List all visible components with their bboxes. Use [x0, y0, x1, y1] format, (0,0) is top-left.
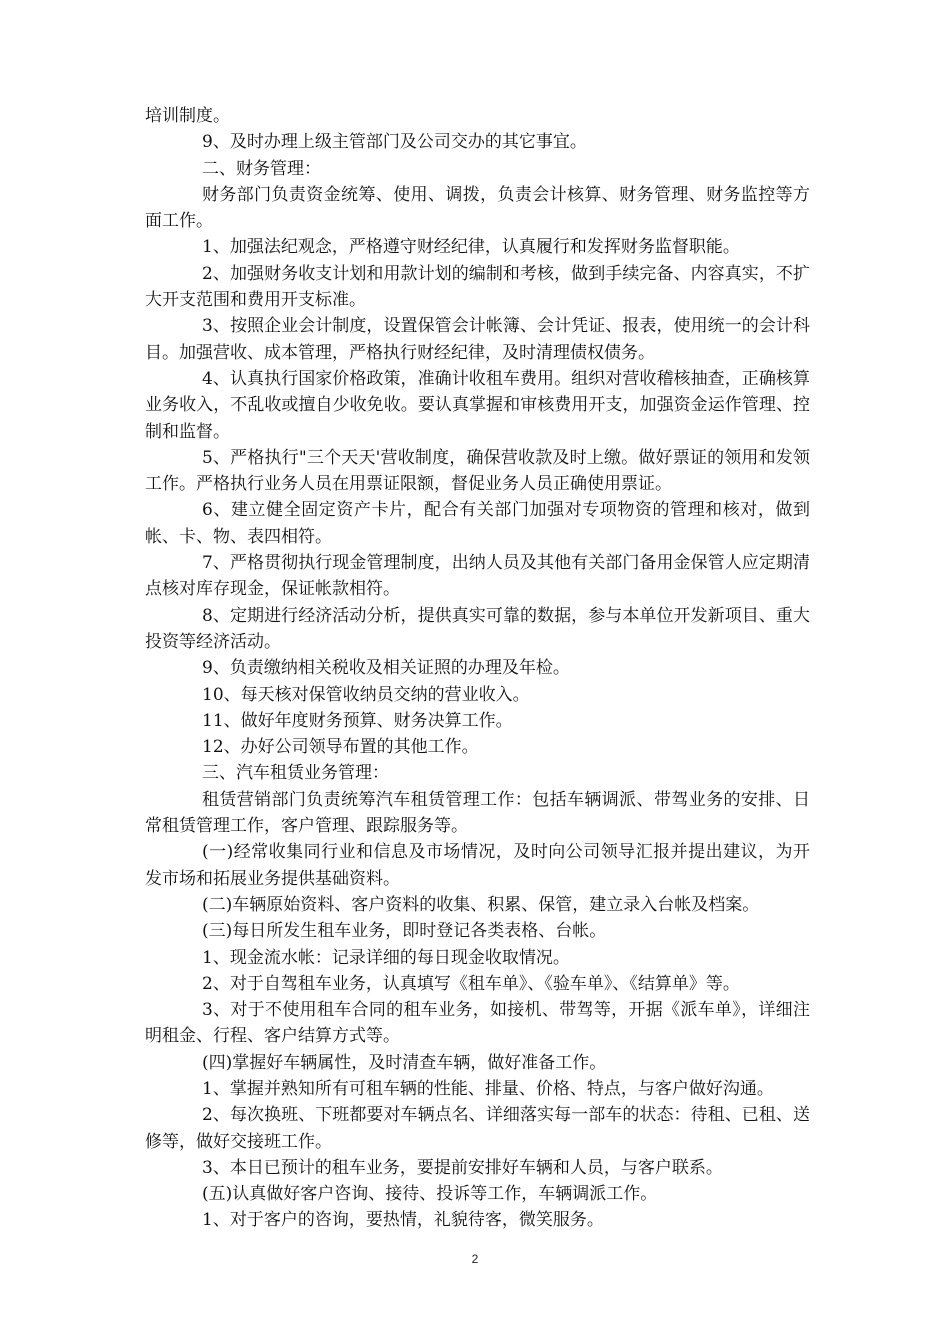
paragraph: 10、每天核对保管收纳员交纳的营业收入。: [202, 684, 530, 705]
paragraph: 三、汽车租赁业务管理：: [202, 763, 389, 784]
paragraph: 7、严格贯彻执行现金管理制度，出纳人员及其他有关部门备用金保管人应定期清点核对库存现金，保证帐款相符。: [145, 553, 810, 600]
paragraph: 1、加强法纪观念，严格遵守财经纪律，认真履行和发挥财务监督职能。: [202, 237, 740, 258]
paragraph: 9、及时办理上级主管部门及公司交办的其它事宜。: [202, 132, 587, 153]
paragraph: 2、对于自驾租车业务，认真填写《租车单》、《验车单》、《结算单》等。: [202, 973, 740, 994]
paragraph: 1、掌握并熟知所有可租车辆的性能、排量、价格、特点，与客户做好沟通。: [202, 1078, 774, 1099]
paragraph: 2、每次换班、下班都要对车辆点名、详细落实每一部车的状态：待租、已租、送修等，做好交接班工作。: [145, 1105, 810, 1152]
paragraph: 1、对于客户的咨询，要热情，礼貌待客，微笑服务。: [202, 1210, 604, 1231]
page-number: 2: [471, 1252, 479, 1266]
paragraph: (五)认真做好客户咨询、接待、投诉等工作，车辆调派工作。: [202, 1184, 658, 1205]
paragraph: 5、严格执行"三个天天'营收制度，确保营收款及时上缴。做好票证的领用和发领工作。严格执行业务人员在用票证限额，督促业务人员正确使用票证。: [145, 447, 810, 495]
paragraph: 12、办好公司领导布置的其他工作。: [202, 737, 479, 758]
paragraph: 3、按照企业会计制度，设置保管会计帐簿、会计凭证、报表，使用统一的会计科目。加强营收、成本管理，严格执行财经纪律，及时清理债权债务。: [145, 316, 810, 363]
paragraph: 3、本日已预计的租车业务，要提前安排好车辆和人员，与客户联系。: [202, 1157, 723, 1178]
paragraph: 8、定期进行经济活动分析，提供真实可靠的数据，参与本单位开发新项目、重大投资等经济活动。: [145, 605, 810, 652]
paragraph: 9、负责缴纳相关税收及相关证照的办理及年检。: [202, 658, 570, 679]
paragraph: 6、建立健全固定资产卡片，配合有关部门加强对专项物资的管理和核对，做到帐、卡、物、表四相符。: [145, 500, 810, 547]
paragraph: (四)掌握好车辆属性，及时清查车辆，做好准备工作。: [202, 1052, 607, 1073]
document-body: [145, 103, 810, 1234]
paragraph: 4、认真执行国家价格政策，准确计收租车费用。组织对营收稽核抽查，正确核算业务收入，不乱收或擅自少收免收。要认真掌握和审核费用开支，加强资金运作管理、控制和监督。: [145, 368, 810, 442]
paragraph: 财务部门负责资金统筹、使用、调拨，负责会计核算、财务管理、财务监控等方面工作。: [145, 184, 810, 232]
paragraph: (三)每日所发生租车业务，即时登记各类表格、台帐。: [202, 921, 607, 942]
paragraph: 培训制度。: [145, 106, 230, 126]
paragraph: 租赁营销部门负责统筹汽车租赁管理工作：包括车辆调派、带驾业务的安排、日常租赁管理工作，客户管理、跟踪服务等。: [145, 789, 810, 837]
paragraph: 3、对于不使用租车合同的租车业务，如接机、带驾等，开据《派车单》，详细注明租金、行程、客户结算方式等。: [145, 1000, 810, 1047]
paragraph: 二、财务管理：: [202, 158, 321, 179]
paragraph: (二)车辆原始资料、客户资料的收集、积累、保管，建立录入台帐及档案。: [202, 894, 760, 915]
paragraph: 2、加强财务收支计划和用款计划的编制和考核，做到手续完备、内容真实，不扩大开支范围和费用开支标准。: [145, 263, 810, 311]
paragraph: 1、现金流水帐：记录详细的每日现金收取情况。: [202, 947, 570, 968]
paragraph: 11、做好年度财务预算、财务决算工作。: [202, 710, 513, 731]
paragraph: (一)经常收集同行业和信息及市场情况，及时向公司领导汇报并提出建议，为开发市场和拓展业务提供基础资料。: [145, 842, 810, 889]
